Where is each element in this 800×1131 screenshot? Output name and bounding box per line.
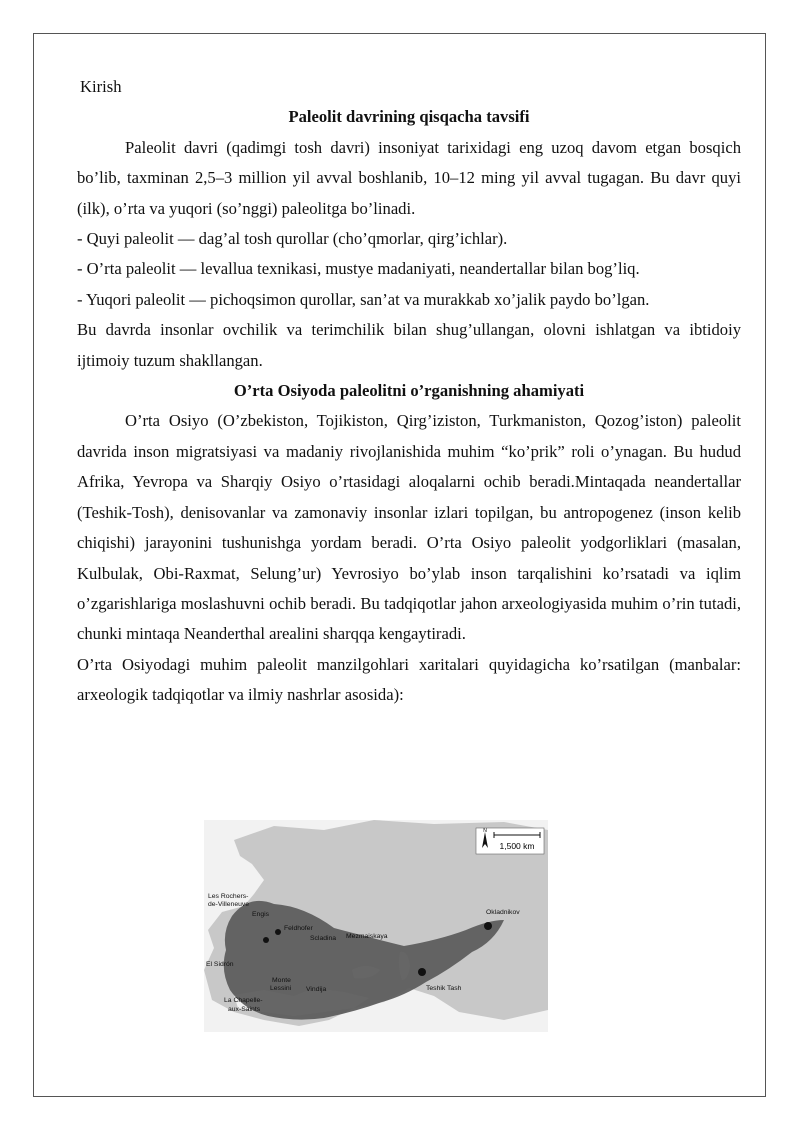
paragraph-map-intro: O’rta Osiyodagi muhim paleolit manzilgohlari xaritalari quyidagicha ko’rsatilgan (manbalar: arxeologik tadqiqotlar va ilmiy nashrlar asosida): <box>77 654 741 705</box>
site-label: Feldhofer <box>284 925 313 932</box>
site-label: Okladnikov <box>486 909 520 916</box>
heading-central-asia-importance: O’rta Osiyoda paleolitni o’rganishning ahamiyati <box>233 381 585 401</box>
site-marker-teshik-tash <box>418 968 426 976</box>
paragraph-central-asia: O’rta Osiyo (O’zbekiston, Tojikiston, Qirg’iziston, Turkmaniston, Qozog’iston) paleolit davrida inson migratsiyasi va madaniy rivojlanishida muhim “ko’prik” roli o’ynagan. Bu hudud Afrika, Yevropa va Sharqiy Osiyo o’rtasidagi aloqalarni ochib beradi.Mintaqada neandertallar (Teshik-Tosh), denisovanlar va zamonaviy insonlar izlari topilgan, bu antropogenez (inson kelib chiqishi) jarayonini tushunishga yordam beradi. O’rta Osiyo paleolit yodgorliklari (masalan, Kulbulak, Obi-Raxmat, Selung’ur) Yevrosiyo bo’ylab inson tarqalishini ko’rsatadi va iqlim o’zgarishlariga moslashuvni ochib beradi. Bu tadqiqotlar jahon arxeologiyasida muhim o’rin tutadi, chunki mintaqa Neanderthal arealini sharqqa kengaytiradi. <box>77 411 741 644</box>
list-item: - Quyi paleolit — dag’al tosh qurollar (cho’qmorlar, qirg’ichlar). <box>77 229 508 249</box>
map-svg <box>204 820 548 1032</box>
scale-label: 1,500 km <box>499 841 535 851</box>
site-marker <box>275 929 281 935</box>
site-label: Teshik Tash <box>426 985 462 992</box>
neanderthal-range-map <box>204 820 548 1032</box>
paragraph-lifestyle: Bu davrda insonlar ovchilik va terimchilik bilan shug’ullangan, olovni ishlatgan va ibtidoiy ijtimoiy tuzum shakllangan. <box>77 320 741 370</box>
heading-paleolithic-overview: Paleolit davrining qisqacha tavsifi <box>288 107 530 127</box>
site-label: Scladina <box>310 935 337 942</box>
document-body <box>77 72 741 711</box>
site-label: aux-Saints <box>228 1006 261 1013</box>
list-item: - Yuqori paleolit — pichoqsimon qurollar, san’at va murakkab xo’jalik paydo bo’lgan. <box>77 289 650 309</box>
site-label: Monte <box>272 977 291 984</box>
list-item: - O’rta paleolit — levallua texnikasi, mustye madaniyati, neandertallar bilan bog’liq. <box>77 259 640 279</box>
north-label: N <box>483 828 487 834</box>
section-label: Kirish <box>80 77 122 96</box>
site-marker-okladnikov <box>484 922 492 930</box>
paragraph-intro: Paleolit davri (qadimgi tosh davri) insoniyat tarixidagi eng uzoq davom etgan bosqich bo’lib, taxminan 2,5–3 million yil avval boshlanib, 10–12 ming yil avval tugagan. Bu davr quyi (ilk), o’rta va yuqori (so’nggi) paleolitga bo’linadi. <box>77 137 741 218</box>
site-label: La Chapelle- <box>224 997 263 1004</box>
site-label: Engis <box>252 911 270 918</box>
site-label: El Sidrón <box>206 961 234 968</box>
site-label: Vindija <box>306 986 327 993</box>
site-label: Les Rochers- <box>208 893 249 900</box>
site-label: Mezmaiskaya <box>346 933 388 940</box>
site-label: de-Villeneuve <box>208 901 250 908</box>
site-label: Lessini <box>270 985 292 992</box>
site-marker <box>263 937 269 943</box>
